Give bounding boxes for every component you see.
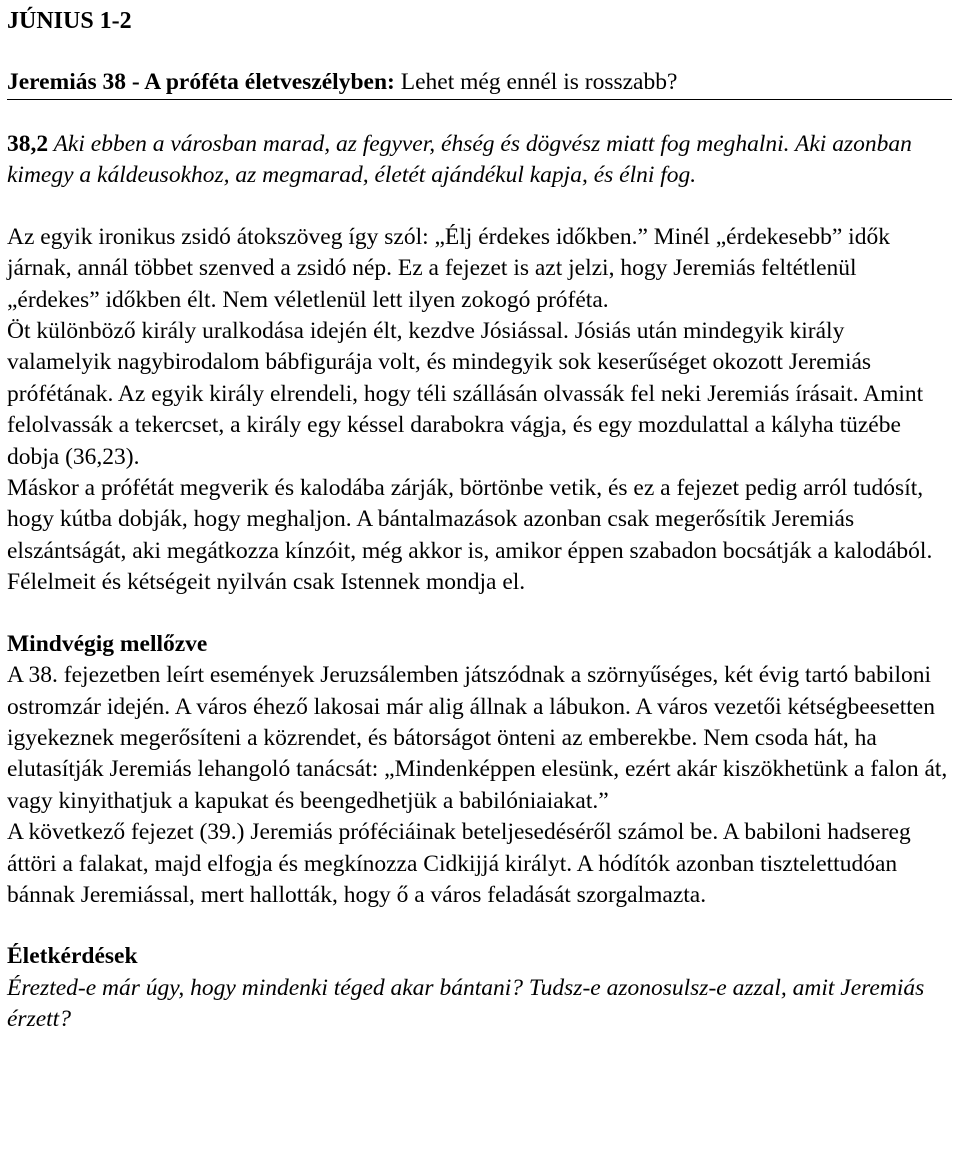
spacer — [7, 192, 952, 222]
section-title-ignored: Mindvégig mellőzve — [7, 630, 208, 657]
key-verse — [7, 129, 952, 192]
intro-paragraph-3: Máskor a prófétát megverik és kalodába zárják, börtönbe vetik, és ez a fejezet pedig arról tudósít, hogy kútba dobják, hogy meghaljon. A bántalmazások azonban csak megerősítik Jeremiás elszántságát, aki megátkozza kínzóit, még akkor is, amikor éppen szabadon bocsátják a kalodából. Félelmeit és kétségeit nyilván csak Istennek mondja el. — [7, 475, 933, 596]
date-heading: JÚNIUS 1-2 — [7, 8, 132, 34]
section-ignored-paragraph-1: A 38. fejezetben leírt események Jeruzsálemben játszódnak a szörnyűséges, két évig tartó babiloni ostromzár idején. A város éhező lakosai már alig állnak a lábukon. A város vezetői kétségbeesetten igyekeznek megerősíteni a közrendet, és bátorságot önteni az emberekbe. Nem csoda hát, ha elutasítják Jeremiás lehangoló tanácsát: „Mindenképpen elesünk, ezért akár kiszökhetünk a falon át, vagy kinyithatjuk a kapukat és beengedhetjük a babilóniaiakat.” — [7, 662, 948, 814]
spacer — [7, 911, 952, 941]
life-question: Érezted-e már úgy, hogy mindenki téged akar bántani? Tudsz-e azonosulsz-e azzal, amit Jeremiás érzett? — [7, 974, 925, 1033]
intro-paragraph-1: Az egyik ironikus zsidó átokszöveg így szól: „Élj érdekes időkben.” Minél „érdekesebb” idők járnak, annál többet szenved a zsidó nép. Ez a fejezet is azt jelzi, hogy Jeremiás feltétlenül „érdekes” időkben élt. Nem véletlenül lett ilyen zokogó próféta. — [7, 223, 890, 313]
document-page — [7, 0, 952, 1036]
passage-reference: Jeremiás 38 - A próféta életveszélyben: — [7, 69, 395, 95]
passage-subtitle: Lehet még ennél is rosszabb? — [394, 69, 678, 95]
passage-heading — [7, 67, 952, 100]
section-ignored-paragraph-2: A következő fejezet (39.) Jeremiás próféciáinak beteljesedéséről számol be. A babiloni hadsereg áttöri a falakat, majd elfogja és megkínozza Cidkijjá királyt. A hódítók azonban tisztelettudóan bánnak Jeremiással, mert hallották, hogy ő a város feladását szorgalmazta. — [7, 819, 911, 908]
intro-paragraph-2: Öt különböző király uralkodása idején élt, kezdve Jósiással. Jósiás után mindegyik király valamelyik nagybirodalom bábfigurája volt, és mindegyik sok keserűséget okozott Jeremiás prófétának. Az egyik király elrendeli, hogy téli szállásán olvassák fel neki Jeremiás írásait. Amint felolvassák a tekercset, a király egy késsel darabokra vágja, és egy mozdulattal a kályha tüzébe dobja (36,23). — [7, 318, 924, 470]
section-title-life-questions: Életkérdések — [7, 943, 138, 970]
spacer — [7, 599, 952, 629]
verse-number: 38,2 — [7, 131, 49, 157]
verse-text: Aki ebben a városban marad, az fegyver, éhség és dögvész miatt fog meghalni. Aki azonban kimegy a káldeusokhoz, az megmarad, életét ajándékul kapja, és élni fog. — [7, 131, 912, 189]
